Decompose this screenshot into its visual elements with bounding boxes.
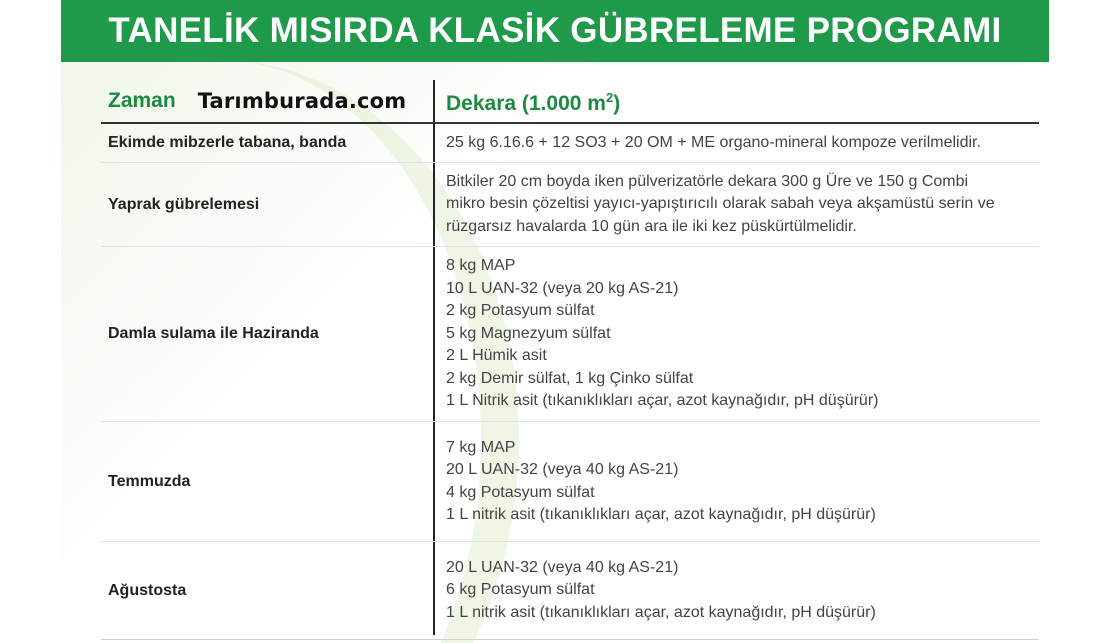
header-dekara xyxy=(446,87,1039,116)
amount-cell xyxy=(434,542,1039,639)
amount-line: 2 kg Potasyum sülfat xyxy=(446,302,595,320)
table-row xyxy=(101,247,1039,422)
table-row xyxy=(101,163,1039,247)
amount-line: 2 kg Demir sülfat, 1 kg Çinko sülfat xyxy=(446,369,694,387)
amount-line: 7 kg MAP xyxy=(446,438,516,456)
amount-line: 20 L UAN-32 (veya 40 kg AS-21) xyxy=(446,461,679,478)
amount-line: 4 kg Potasyum sülfat xyxy=(446,483,595,501)
amount-line: 1 L Nitrik asit (tıkanıklıkları açar, azot kaynağıdır, pH düşürür) xyxy=(446,392,879,410)
header-dekara-close: ) xyxy=(613,91,621,115)
header-zaman: Zaman xyxy=(108,89,176,112)
amount-line: Bitkiler 20 cm boyda iken pülverizatörle dekara 300 g Üre ve 150 g Combi xyxy=(446,172,969,190)
amount-line: 8 kg MAP xyxy=(446,257,516,275)
table-row xyxy=(101,422,1039,542)
amount-cell xyxy=(434,163,1039,246)
time-cell: Ekimde mibzerle tabana, banda xyxy=(108,134,347,151)
header-dekara-sup: 2 xyxy=(605,89,614,105)
amount-cell xyxy=(434,124,1039,162)
amount-line: 25 kg 6.16.6 + 12 SO3 + 20 OM + ME organo-mineral kompoze verilmelidir. xyxy=(446,133,981,151)
time-cell: Yaprak gübrelemesi xyxy=(108,195,260,213)
watermark-text: Tarımburada.com xyxy=(197,89,407,113)
amount-line: 20 L UAN-32 (veya 40 kg AS-21) xyxy=(446,558,679,576)
header-dekara-text: Dekara (1.000 m xyxy=(446,91,606,115)
title-banner xyxy=(61,0,1049,62)
amount-line: 2 L Hümik asit xyxy=(446,347,547,365)
time-cell: Damla sulama ile Haziranda xyxy=(108,325,319,342)
amount-line: 5 kg Magnezyum sülfat xyxy=(446,324,611,342)
table-row xyxy=(101,542,1039,640)
table-header-row xyxy=(101,80,1039,124)
amount-line: 1 L nitrik asit (tıkanıklıkları açar, azot kaynağıdır, pH düşürür) xyxy=(446,603,876,621)
time-cell: Ağustosta xyxy=(108,581,187,599)
fertilization-table xyxy=(101,80,1039,640)
amount-line: 10 L UAN-32 (veya 20 kg AS-21) xyxy=(446,279,679,297)
header-cell-time xyxy=(101,80,434,122)
amount-cell xyxy=(434,422,1039,541)
header-cell-amount xyxy=(434,80,1039,122)
amount-cell xyxy=(434,247,1039,421)
amount-line: 1 L nitrik asit (tıkanıklıkları açar, azot kaynağıdır, pH düşürür) xyxy=(446,506,876,523)
page-title: TANELİK MISIRDA KLASİK GÜBRELEME PROGRAMI xyxy=(108,11,1002,50)
amount-line: rüzgarsız havalarda 10 gün ara ile iki kez püskürtülmelidir. xyxy=(446,217,857,235)
table-row xyxy=(101,124,1039,163)
document-sheet xyxy=(61,0,1049,643)
time-cell: Temmuzda xyxy=(108,472,191,490)
amount-line: 6 kg Potasyum sülfat xyxy=(446,581,595,599)
amount-line: mikro besin çözeltisi yayıcı-yapıştırıcılı olarak sabah veya akşamüstü serin ve xyxy=(446,195,995,213)
